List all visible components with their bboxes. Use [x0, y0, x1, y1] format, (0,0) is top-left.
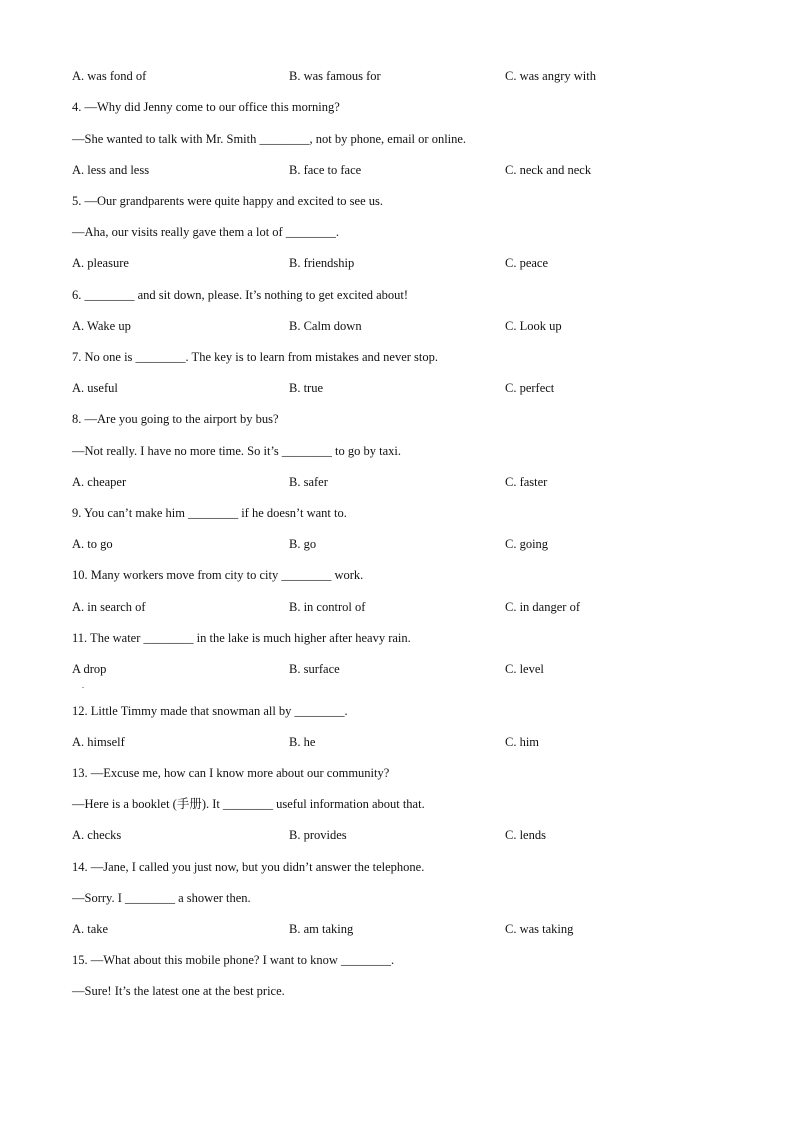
q6-option-b: B. Calm down — [289, 319, 362, 333]
q4-question: 4. —Why did Jenny come to our office this morning? — [72, 100, 340, 114]
q9-option-b: B. go — [289, 537, 317, 551]
q15-response: —Sure! It’s the latest one at the best price. — [72, 984, 285, 998]
q4-option-c: C. neck and neck — [505, 163, 592, 177]
q10-option-c: C. in danger of — [505, 600, 580, 614]
q5-option-c: C. peace — [505, 256, 549, 270]
q13-response: —Here is a booklet (手册). It ________ useful information about that. — [72, 797, 425, 811]
q13-option-b: B. provides — [289, 828, 347, 842]
q10-option-b: B. in control of — [289, 600, 366, 614]
q14-option-b: B. am taking — [289, 922, 354, 936]
q8-option-a: A. cheaper — [72, 475, 127, 489]
q7-option-c: C. perfect — [505, 381, 555, 395]
q15-question: 15. —What about this mobile phone? I want to know ________. — [72, 953, 395, 967]
q10-question: 10. Many workers move from city to city ________ work. — [72, 568, 364, 582]
q13-option-a: A. checks — [72, 828, 122, 842]
q7-option-a: A. useful — [72, 381, 118, 395]
q13-question: 13. —Excuse me, how can I know more about our community? — [72, 766, 390, 780]
q9-option-c: C. going — [505, 537, 549, 551]
q4-option-a: A. less and less — [72, 163, 150, 177]
q4-response: —She wanted to talk with Mr. Smith ________, not by phone, email or online. — [72, 132, 467, 146]
q12-option-c: C. him — [505, 735, 540, 749]
q5-option-b: B. friendship — [289, 256, 355, 270]
q5-option-a: A. pleasure — [72, 256, 129, 270]
q14-question: 14. —Jane, I called you just now, but you didn’t answer the telephone. — [72, 860, 425, 874]
q8-option-b: B. safer — [289, 475, 328, 489]
q8-option-c: C. faster — [505, 475, 548, 489]
q14-response: —Sorry. I ________ a shower then. — [72, 891, 251, 905]
q3-option-b: B. was famous for — [289, 69, 381, 83]
q3-option-a: A. was fond of — [72, 69, 147, 83]
q11-question: 11. The water ________ in the lake is much higher after heavy rain. — [72, 631, 411, 645]
q10-option-a: A. in search of — [72, 600, 146, 614]
q11-stray-dot: . — [82, 681, 84, 690]
q12-option-a: A. himself — [72, 735, 125, 749]
q7-option-b: B. true — [289, 381, 324, 395]
q12-question: 12. Little Timmy made that snowman all by ________. — [72, 704, 348, 718]
q6-option-c: C. Look up — [505, 319, 562, 333]
q6-option-a: A. Wake up — [72, 319, 131, 333]
q11-option-c: C. level — [505, 662, 544, 676]
q5-response: —Aha, our visits really gave them a lot of ________. — [72, 225, 339, 239]
q7-question: 7. No one is ________. The key is to learn from mistakes and never stop. — [72, 350, 439, 364]
q12-option-b: B. he — [289, 735, 316, 749]
q11-option-b: B. surface — [289, 662, 340, 676]
q14-option-a: A. take — [72, 922, 109, 936]
q9-question: 9. You can’t make him ________ if he doesn’t want to. — [72, 506, 347, 520]
q9-option-a: A. to go — [72, 537, 113, 551]
q8-response: —Not really. I have no more time. So it’s ________ to go by taxi. — [72, 444, 402, 458]
q5-question: 5. —Our grandparents were quite happy and excited to see us. — [72, 194, 384, 208]
q14-option-c: C. was taking — [505, 922, 574, 936]
q8-question: 8. —Are you going to the airport by bus? — [72, 412, 279, 426]
q6-question: 6. ________ and sit down, please. It’s nothing to get excited about! — [72, 288, 409, 302]
q4-option-b: B. face to face — [289, 163, 362, 177]
q11-option-a: A drop — [72, 662, 107, 676]
q13-option-c: C. lends — [505, 828, 546, 842]
q3-option-c: C. was angry with — [505, 69, 596, 83]
